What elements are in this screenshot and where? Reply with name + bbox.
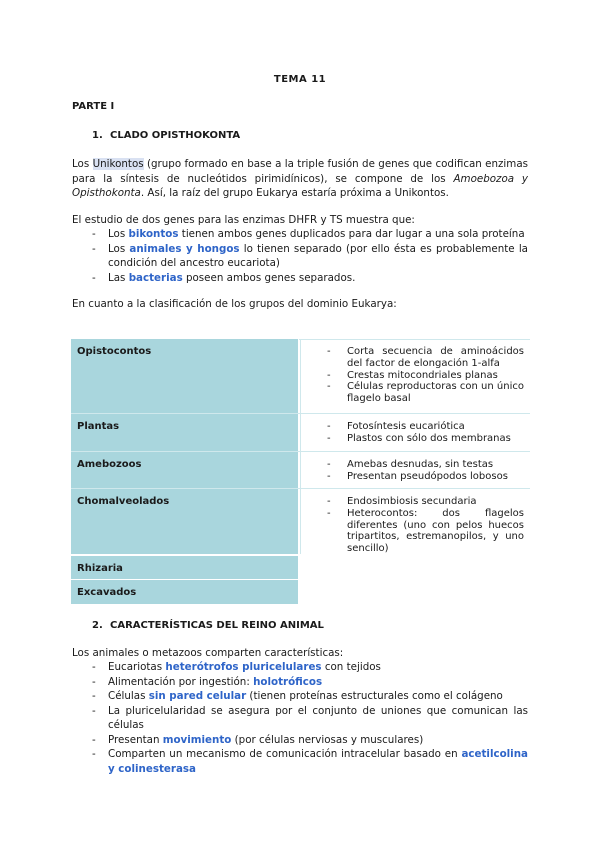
list-item: - Los bikontos tienen ambos genes duplicados para dar lugar a una sola proteína [72,227,528,242]
table-row [71,339,530,413]
list-item: - Células sin pared celular (tienen proteínas estructurales como el colágeno [72,689,528,704]
paragraph-classification: En cuanto a la clasificación de los grupos del dominio Eukarya: [72,298,397,310]
table-row [71,414,530,451]
paragraph-dhfr: El estudio de dos genes para las enzimas DHFR y TS muestra que: [72,214,415,226]
list-item: - Las bacterias poseen ambos genes separados. [72,271,528,286]
animal-traits-list [72,660,528,776]
list-item: - Eucariotas heterótrofos pluricelulares con tejidos [72,660,528,675]
part-heading: PARTE I [72,101,115,112]
table-group-cell: Amebozoos [71,452,299,488]
table-group-cell: Excavados [71,580,299,604]
list-item: - Los animales y hongos lo tienen separado (por ello ésta es probablemente la condición del ancestro eucariota) [72,242,528,271]
table-row [71,580,530,604]
table-row [71,452,530,488]
section-1-number: 1. [92,130,103,141]
table-traits-cell: - Amebas desnudas, sin testas - Presentan pseudópodos lobosos [300,452,530,488]
table-group-cell: Chomalveolados [71,489,299,554]
paragraph-metazoos: Los animales o metazoos comparten características: [72,647,344,659]
section-1-heading [92,130,240,141]
table-group-cell: Rhizaria [71,555,299,579]
table-group-cell: Plantas [71,414,299,451]
table-traits-cell: - Endosimbiosis secundaria - Heterocontos: dos flagelos diferentes (uno con pelos huecos tripartitos, estremanopilos, y uno sencillo) [300,489,530,554]
list-item: - Alimentación por ingestión: holotróficos [72,675,528,690]
paragraph-unikontos: Los Unikontos (grupo formado en base a la triple fusión de genes que codifican enzimas para la síntesis de nucleótidos pirimidínicos), se compone de los Amoebozoa y Opisthokonta. Así, la raíz del grupo Eukarya estaría próxima a Unikontos. [72,158,529,199]
section-2-number: 2. [92,620,103,631]
section-1-title: CLADO OPISTHOKONTA [110,130,241,141]
page-title: TEMA 11 [273,74,327,85]
table-group-cell: Opistocontos [71,339,299,413]
list-item: - Presentan movimiento (por células nerviosas y musculares) [72,733,528,748]
table-traits-cell: - Corta secuencia de aminoácidos del factor de elongación 1-alfa - Crestas mitocondriales planas - Células reproductoras con un único flagelo basal [300,339,530,413]
unikontos-highlight: Unikontos [92,158,144,170]
section-2-title: CARACTERÍSTICAS DEL REINO ANIMAL [110,620,324,631]
list-item: - La pluricelularidad se asegura por el conjunto de uniones que comunican las células [72,704,528,733]
gene-list [72,227,528,285]
table-row [71,555,530,579]
amoebozoa-italic: Amoebozoa y Opisthokonta [72,172,529,199]
table-row [71,489,530,554]
table-traits-cell: - Fotosíntesis eucariótica - Plastos con sólo dos membranas [300,414,530,451]
section-2-heading [92,620,324,631]
list-item: - Comparten un mecanismo de comunicación intracelular basado en acetilcolina y colinesterasa [72,747,528,776]
